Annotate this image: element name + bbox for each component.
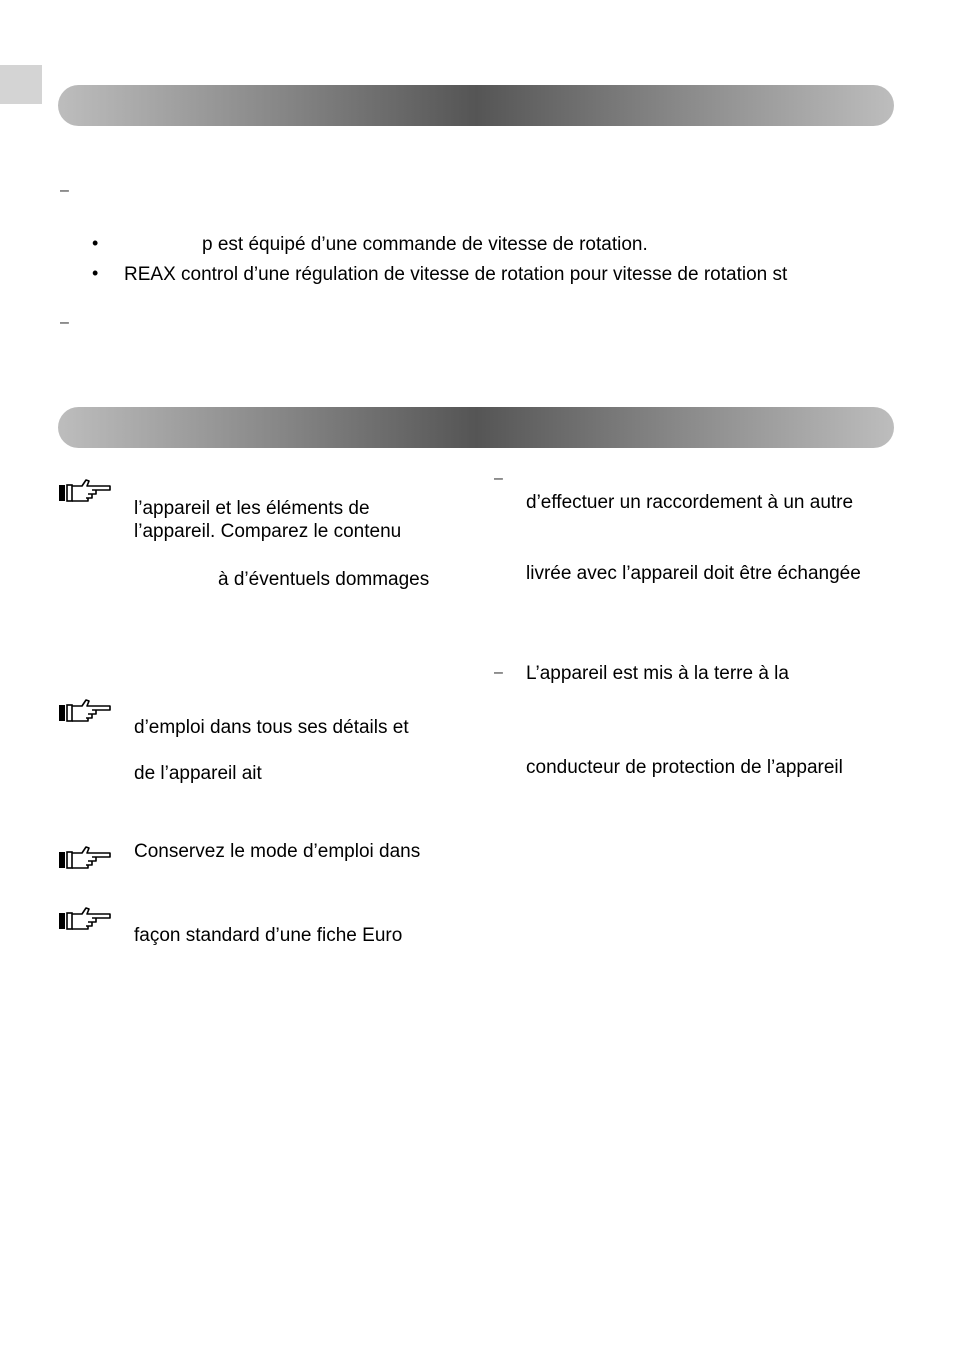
pointing-hand-icon bbox=[58, 477, 112, 505]
pointing-hand-icon bbox=[58, 697, 112, 725]
dash-marker: – bbox=[494, 664, 503, 681]
left-column-text: à d’éventuels dommages bbox=[218, 569, 430, 590]
right-column-text: conducteur de protection de l’appareil bbox=[526, 757, 843, 778]
right-column-text: livrée avec l’appareil doit être échangée bbox=[526, 563, 861, 584]
left-column-text: l’appareil. Comparez le contenu bbox=[134, 521, 402, 542]
pointing-hand-icon bbox=[58, 844, 112, 872]
right-column-text: d’effectuer un raccordement à un autre bbox=[526, 492, 854, 513]
bullet-text: REAX control d’une régulation de vitesse de rotation pour vitesse de rotation st bbox=[124, 264, 788, 285]
right-column-text: L’appareil est mis à la terre à la bbox=[526, 663, 789, 684]
dash-marker: – bbox=[60, 314, 69, 331]
left-column-text: d’emploi dans tous ses détails et bbox=[134, 717, 409, 738]
section-header-bar bbox=[58, 407, 894, 448]
bullet-marker: • bbox=[92, 263, 99, 283]
left-column-text: l’appareil et les éléments de bbox=[134, 498, 370, 519]
dash-marker: – bbox=[60, 182, 69, 199]
page-tab-marker bbox=[0, 65, 42, 104]
left-column-text: Conservez le mode d’emploi dans bbox=[134, 841, 421, 862]
bullet-marker: • bbox=[92, 233, 99, 253]
pointing-hand-icon bbox=[58, 905, 112, 933]
dash-marker: – bbox=[494, 470, 503, 487]
left-column-text: de l’appareil ait bbox=[134, 763, 262, 784]
left-column-text: façon standard d’une fiche Euro bbox=[134, 925, 403, 946]
bullet-text: p est équipé d’une commande de vitesse de rotation. bbox=[202, 234, 648, 255]
section-header-bar bbox=[58, 85, 894, 126]
